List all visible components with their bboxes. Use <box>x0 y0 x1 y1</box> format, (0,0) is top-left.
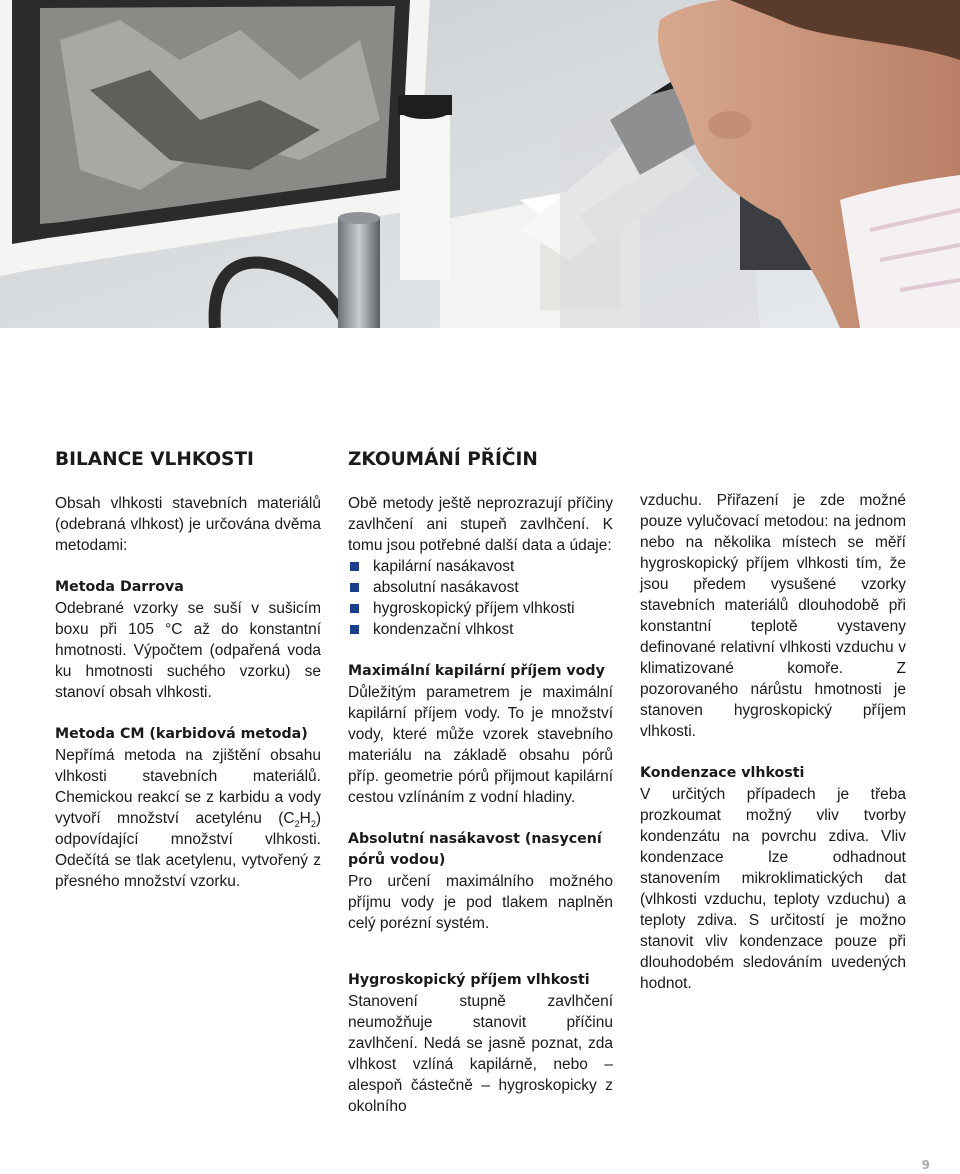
heading-kapilarni: Maximální kapilární příjem vody <box>348 663 605 679</box>
square-bullet-icon <box>350 562 359 571</box>
section-title-zkoumani: ZKOUMÁNÍ PŘÍČIN <box>348 449 538 470</box>
heading-kondenzace: Kondenzace vlhkosti <box>640 765 805 781</box>
square-bullet-icon <box>350 625 359 634</box>
text-hygroskopicky-continued: vzduchu. Přiřazení je zde možné pouze vylučovací metodou: na jednom nebo na několika místech se měří hygroskopický příjem vlhkosti tím, že jsou předem vysušené vzorky stavebních materiálů dlouhodobě při konstantní teplotě vystaveny definované relativní vlhkosti vzduchu v klimatizované komoře. Z pozorovaného nárůstu hmotnosti je stanoven hygroskopický příjem vlhkosti. <box>640 492 906 740</box>
heading-hygroskopicky: Hygroskopický příjem vlhkosti <box>348 972 590 988</box>
list-item: hygroskopický příjem vlhkosti <box>348 598 613 619</box>
data-list <box>348 556 613 640</box>
bilance-intro: Obsah vlhkosti stavebních materiálů (odebraná vlhkost) je určována dvěma metodami: <box>55 495 321 554</box>
list-item: kondenzační vlhkost <box>348 619 613 640</box>
text-hygroskopicky: Stanovení stupně zavlhčení neumožňuje stanovit příčinu zavlhčení. Nedá se jasně poznat, zda vlhkost vzlíná kapilárně, nebo – alespoň částečně – hygroskopicky z okolního <box>348 993 613 1115</box>
microscope-photo <box>0 0 960 328</box>
section-title-bilance: BILANCE VLHKOSTI <box>55 449 254 470</box>
square-bullet-icon <box>350 604 359 613</box>
heading-metoda-cm: Metoda CM (karbidová metoda) <box>55 726 308 742</box>
page-number: 9 <box>921 1158 930 1172</box>
list-item: absolutní nasákavost <box>348 577 613 598</box>
column-continued <box>640 490 906 994</box>
text-kapilarni: Důležitým parametrem je maximální kapilární příjem vody. To je množství vody, které může vzorek stavebního materiálu na základě obsahu pórů příp. geometrie pórů přijmout kapilární cestou vzlínáním z vodní hladiny. <box>348 684 613 806</box>
heading-metoda-darrova: Metoda Darrova <box>55 579 184 595</box>
list-item: kapilární nasákavost <box>348 556 613 577</box>
text-metoda-darrova: Odebrané vzorky se suší v sušicím boxu při 105 °C až do konstantní hmotnosti. Výpočtem (odpařená voda ku hmotnosti suchého vzorku) se stanoví obsah vlhkosti. <box>55 600 321 701</box>
column-zkoumani <box>348 440 613 1117</box>
column-bilance <box>55 440 321 892</box>
square-bullet-icon <box>350 583 359 592</box>
text-kondenzace: V určitých případech je třeba prozkoumat možný vliv tvorby kondenzátu na povrchu zdiva. Vliv kondenzace lze odhadnout stanovením mikroklimatických dat (vlhkosti vzduchu, teploty vzduchu) a teploty zdiva. S určitostí je možno stanovit vliv kondenzace pouze při dlouhodobém sledováním uvedených hodnot. <box>640 786 906 992</box>
header-photo <box>0 0 960 328</box>
zkoumani-intro: Obě metody ještě neprozrazují příčiny zavlhčení ani stupeň zavlhčení. K tomu jsou potřebné další data a údaje: <box>348 495 613 554</box>
heading-absolutni: Absolutní nasákavost (nasycení pórů vodou) <box>348 831 602 868</box>
text-absolutni: Pro určení maximálního možného příjmu vody je pod tlakem naplněn celý porézní systém. <box>348 873 613 932</box>
text-metoda-cm: Nepřímá metoda na zjištění obsahu vlhkosti stavebních materiálů. Chemickou reakcí se z karbidu a vody vytvoří množství acetylénu $(C_2H_2)$ odpovídající množství vlhkosti. Odečítá se tlak acetylenu, vytvořený z přesného množství vzorku. <box>55 747 321 890</box>
